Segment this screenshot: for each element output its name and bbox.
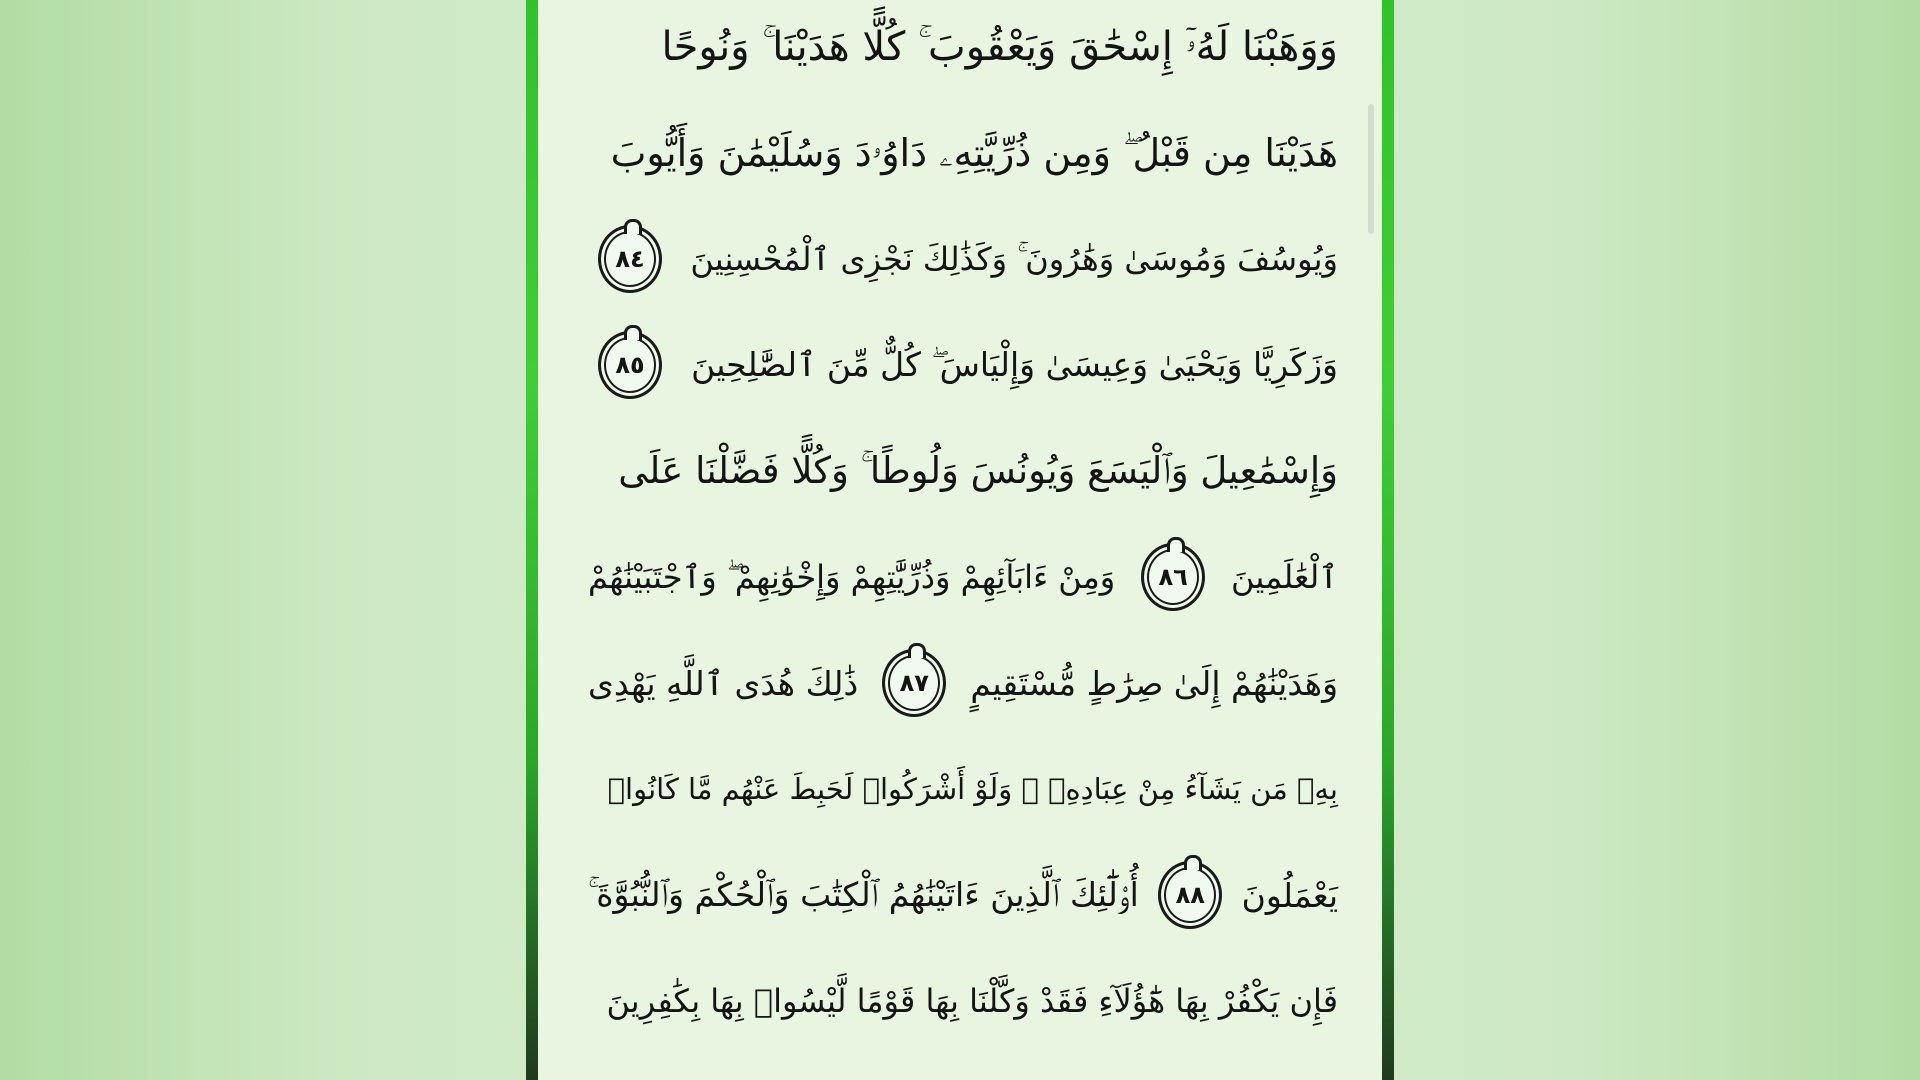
ayah-marker-87: ٨٧ (882, 649, 946, 717)
line-text: وَوَهَبْنَا لَهُۥٓ إِسْحَٰقَ وَيَعْقُوبَ ۚ كُلًّا هَدَيْنَا ۚ وَنُوحًا (661, 24, 1338, 70)
ayah-marker-84: ٨٤ (598, 225, 662, 293)
line-text: ذَٰلِكَ هُدَى ٱللَّهِ يَهْدِى (588, 663, 859, 703)
line-text: هَدَيْنَا مِن قَبْلُ ۖ وَمِن ذُرِّيَّتِهِۦ دَاوُۥدَ وَسُلَيْمَٰنَ وَأَيُّوبَ (610, 130, 1338, 175)
line-text: يَعْمَلُونَ (1241, 875, 1338, 915)
scrollbar-thumb[interactable] (1368, 104, 1374, 234)
text-line-9 (588, 842, 1338, 948)
ayah-marker-85: ٨٥ (598, 331, 662, 399)
line-text: وَزَكَرِيَّا وَيَحْيَىٰ وَعِيسَىٰ وَإِلْيَاسَ ۖ كُلٌّ مِّنَ ٱلصَّٰلِحِينَ (691, 345, 1338, 384)
line-text: فَإِن يَكْفُرْ بِهَا هَٰٓؤُلَآءِ فَقَدْ وَكَّلْنَا بِهَا قَوْمًا لَّيْسُوا۟ بِهَا بِكَٰفِرِينَ (606, 982, 1338, 1020)
text-line-3 (588, 206, 1338, 312)
page-frame-left (526, 0, 538, 1080)
text-lines (588, 0, 1338, 1054)
line-text: وَإِسْمَٰعِيلَ وَٱلْيَسَعَ وَيُونُسَ وَلُوطًا ۚ وَكُلًّا فَضَّلْنَا عَلَى (618, 449, 1338, 492)
line-text: بِهِۦ مَن يَشَآءُ مِنْ عِبَادِهِۦ ۚ وَلَوْ أَشْرَكُوا۟ لَحَبِطَ عَنْهُم مَّا كَانُوا۟ (607, 772, 1338, 806)
text-line-10 (588, 948, 1338, 1054)
quran-page[interactable] (538, 0, 1382, 1080)
ayah-marker-86: ٨٦ (1141, 543, 1205, 611)
text-line-4 (588, 312, 1338, 418)
ayah-marker-88: ٨٨ (1158, 861, 1222, 929)
page-frame-right (1382, 0, 1394, 1080)
line-text: وَمِنْ ءَابَآئِهِمْ وَذُرِّيَّٰتِهِمْ وَإِخْوَٰنِهِمْ ۖ وَٱجْتَبَيْنَٰهُمْ (588, 557, 1116, 596)
line-text: وَيُوسُفَ وَمُوسَىٰ وَهَٰرُونَ ۚ وَكَذَٰلِكَ نَجْزِى ٱلْمُحْسِنِينَ (690, 239, 1338, 278)
text-line-8 (588, 736, 1338, 842)
text-line-7 (588, 630, 1338, 736)
mushaf-viewer (526, 0, 1394, 1080)
line-text: وَهَدَيْنَٰهُمْ إِلَىٰ صِرَٰطٍ مُّسْتَقِيمٍ (970, 663, 1338, 703)
text-line-5 (588, 418, 1338, 524)
text-line-6 (588, 524, 1338, 630)
text-line-1 (588, 0, 1338, 100)
line-text: أُو۟لَٰٓئِكَ ٱلَّذِينَ ءَاتَيْنَٰهُمُ ٱلْكِتَٰبَ وَٱلْحُكْمَ وَٱلنُّبُوَّةَ ۚ (588, 875, 1139, 914)
text-line-2 (588, 100, 1338, 206)
line-text: ٱلْعَٰلَمِينَ (1230, 558, 1338, 596)
